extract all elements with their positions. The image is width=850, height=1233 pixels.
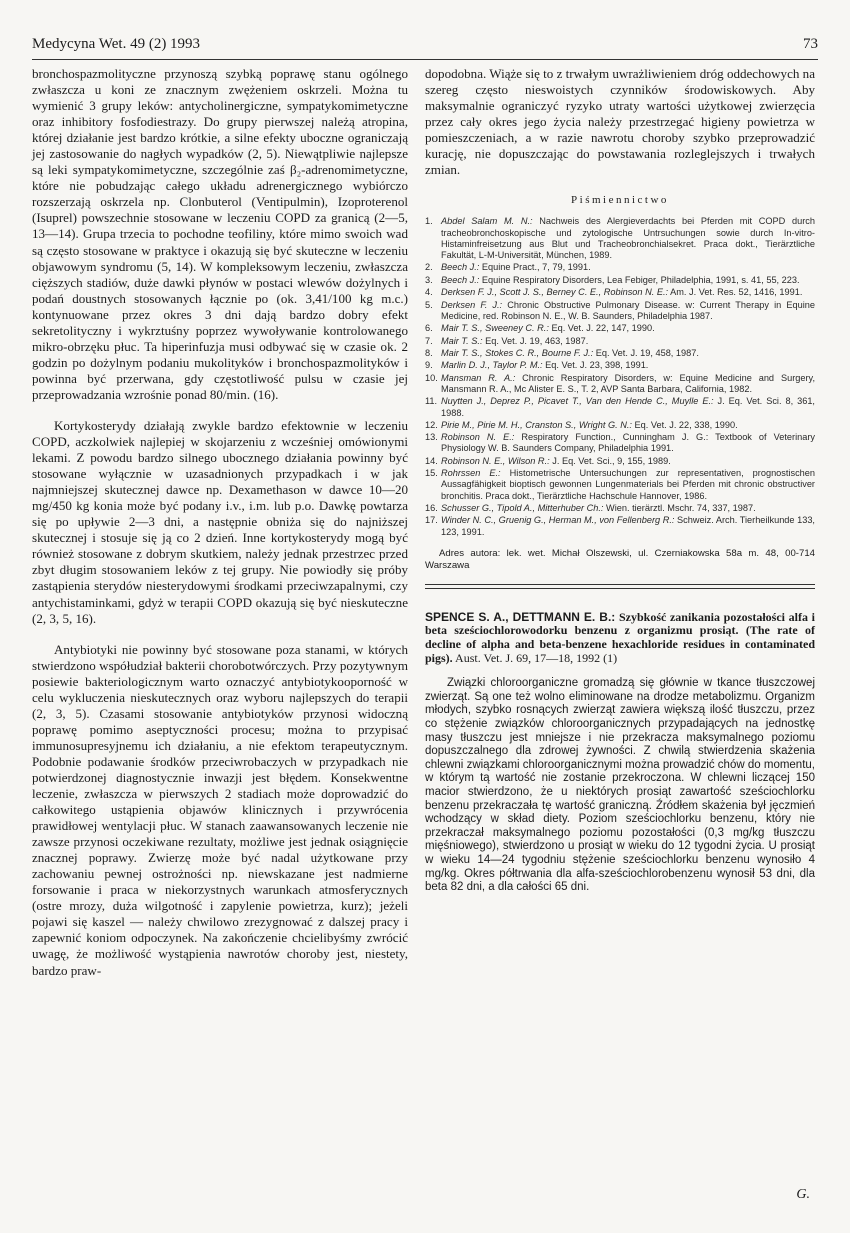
reference-text: Chronic Obstructive Pulmonary Disease. w: Current Therapy in Equine Medicine, red. Robinson N. E., W. B. Saunders, Philadelphia 1987. (441, 299, 815, 321)
reference-text: Am. J. Vet. Res. 52, 1416, 1991. (670, 287, 803, 298)
reference-text: Chronic Respiratory Disorders, w: Equine Medicine and Surgery, Mansmann R. A., Mc Alister E. S., T. 2, AVP Santa Barbara, California, 1982. (441, 372, 815, 394)
reference-number: 9. (425, 360, 433, 371)
reference-number: 14. (425, 455, 438, 466)
reference-authors: Nuytten J., Deprez P., Picavet T., Van den Hende C., Muylle E.: (441, 396, 714, 407)
reference-text: J. Eq. Vet. Sci., 9, 155, 1989. (552, 455, 671, 466)
reference-authors: Beech J.: (441, 262, 480, 273)
page-header (32, 36, 818, 58)
journal-citation: Medycyna Wet. 49 (2) 1993 (32, 36, 201, 52)
reference-text: Equine Pract., 7, 79, 1991. (481, 262, 591, 273)
reference-text: Eq. Vet. J. 19, 463, 1987. (485, 335, 589, 346)
abstract-source: Aust. Vet. J. 69, 17—18, 1992 (1) (455, 650, 618, 665)
reference-authors: Marlin D. J., Taylor P. M.: (441, 360, 543, 371)
reference-item (425, 348, 815, 359)
reference-number: 11. (425, 396, 438, 407)
reference-number: 10. (425, 372, 438, 383)
reference-text: Eq. Vet. J. 22, 147, 1990. (551, 323, 655, 334)
reference-number: 5. (425, 299, 433, 310)
reference-number: 15. (425, 468, 438, 479)
reference-item (425, 216, 815, 261)
reference-number: 7. (425, 335, 433, 346)
reference-number: 4. (425, 287, 433, 298)
reference-number: 6. (425, 323, 433, 334)
reference-number: 2. (425, 262, 433, 273)
reference-item (425, 468, 815, 502)
reviewer-signature: G. (796, 1187, 810, 1202)
abstract-paragraph: Związki chloroorganiczne gromadzą się głównie w tkance tłuszczowej zwierząt. Są one też wolno eliminowane na drodze metabolizmu. Organizm młodych, szybko rosnących zwierząt zawiera większą ilość tłuszczu, przez co stężenie związków chloroorganicznych przypadających na jednostkę masy tłuszczu jest mniejsze i nie przekracza maksymalnego poziomu dopuszczalnego dla zdrowej żywności. Z chwilą stwierdzenia skażenia chlewni związkami chloroorganicznymi można prowadzić chów do momentu, w którym tą wartość nie zostanie przekroczona. W chlewni liczącej 150 macior stwierdzono, że u niektórych prosiąt zawartość sześciochlorku benzenu przekraczała tę wartość graniczną. Źródłem skażenia był jęczmień wchodzący w skład diety. Poziom sześciochlorku benzenu, który nie przekraczał maksymalnego poziomu pozostałości (0,3 mg/kg tłuszczu mięśniowego), stwierdzono u prosiąt w wieku do 12 tygodni życia. U prosiąt w wieku 14—24 tygodniu stężenie sześciochlorku benzenu wynosiło 4 mg/kg. Okres półtrwania dla alfa-sześciochlorobenzenu wynosił 53 dni, dla beta 82 dni, a dla całości 65 dni. (425, 677, 815, 894)
reference-item (425, 300, 815, 322)
reference-authors: Mair T. S., Sweeney C. R.: (441, 323, 549, 334)
reference-text: Eq. Vet. J. 19, 458, 1987. (595, 347, 699, 358)
reference-item (425, 323, 815, 334)
reference-text: Equine Respiratory Disorders, Lea Febiger, Philadelphia, 1991, s. 41, 55, 223. (481, 274, 800, 285)
reference-text: Eq. Vet. J. 23, 398, 1991. (545, 360, 649, 371)
reference-authors: Mansman R. A.: (441, 372, 516, 383)
reference-authors: Winder N. C., Gruenig G., Herman M., von Fellenberg R.: (441, 515, 675, 526)
reference-number: 8. (425, 347, 433, 358)
abstract-title: Szybkość zanikania pozostałości alfa i beta sześciochlorowodorku benzenu z organizmu prosiąt. (The rate of decline of alpha and beta-benzene hexachloride residues in contaminated pigs). (425, 609, 816, 665)
reference-number: 17. (425, 515, 438, 526)
references-list (425, 216, 815, 537)
reference-item (425, 360, 815, 371)
reference-authors: Mair T. S.: (441, 335, 483, 346)
reference-item (425, 262, 815, 273)
paragraph-bronchodilators: bronchospazmolityczne przynoszą szybką poprawę stanu ogólnego zwłaszcza u koni ze znacznym zwężeniem oskrzeli. Można tu wymienić 3 grupy leków: antycholinergiczne, sympatykomimetyczne oraz inhibitory fosfodiestrazy. Do grupy pierwszej należą atropina, której działanie jest bardzo krótkie, a silne efekty uboczne ograniczają jej zastosowanie do nagłych wypadków (2, 5). Niewątpliwie najlepsze są leki sympatykomimetyczne, szczególnie zaś β₂-adrenomimetyczne, które nie pobudzając całego układu adrenergicznego wybiórczo rozszerzają oskrzela np. Clonbuterol (Ventipulmin), Izoproterenol (Isuprel) powszechnie stosowane w leczeniu COPD za granicą (2—5, 13—14). Grupa trzecia to pochodne teofiliny, które mimo swoich wad są często stosowane w praktyce i okazują się być skuteczne w leczeniu objawowym syndromu (5, 14). W kompleksowym leczeniu, zwłaszcza cięższych stadiów, duże dawki płynów w postaci wlewów dożylnych i podań doustnych stosowanych łącznie po (ok. 3,41/100 kg m.c.) kontynuowane przez okres 3 dni dają bardzo dobry efekt sekretolityczny i wykrztuśny poprzez wywoływanie kontrolowanego mikro-obrzęku płuc. Ta hiperinfuzja musi odbywać się w czasie ok. 2 godzin po dożylnym podaniu mukolityków i bronchospazmolityków i powinna być przerwana, gdy częstotliwość pulsu w czasie jej przeprowadzania wzrośnie ponad 80/min. (16). (32, 66, 408, 402)
reference-text: Histometrische Untersuchungen zur representativen, prognostischen Aussagfähigkeit bioptisch gewonnen Lungenmaterials bei Pferden mit chronic obstructiver bronchitis. Praca dokt., Tierärztliche Hachschule Hannover, 1986. (441, 468, 815, 501)
reference-authors: Beech J.: (441, 274, 480, 285)
page-number: 73 (803, 36, 818, 52)
reference-text: Wien. tierärztl. Mschr. 74, 337, 1987. (606, 503, 756, 514)
reference-number: 3. (425, 274, 433, 285)
paragraph-conclusion: dopodobna. Wiąże się to z trwałym uwrażliwieniem dróg oddechowych na szereg często nieswoistych czynników środowiskowych. Aby maksymalnie ograniczyć ryzyko utraty wartości użytkowej zwierzęcia przez cały okres jego życia należy przestrzegać higieny powietrza w pomieszczeniach, a w razie nawrotu choroby szybko przeprowadzić kurację, nie dopuszczając do powstawania rozleglejszych i trwałych zmian. (425, 66, 815, 178)
reference-text: Respiratory Function., Cunningham J. G.: Textbook of Veterinary Physiology W. B. Saunders Company, Philadelphia 1991. (441, 432, 815, 454)
reference-authors: Derksen F. J., Scott J. S., Berney C. E., Robinson N. E.: (441, 287, 669, 298)
reference-text: Nachweis des Alergieverdachts bei Pferden mit COPD durch tracheobronchoskopische und zytologische Untrsuchungen sowie durch In-vitro-Histaminfreisetzung aus Blut und Tracheobronchialsekret. Praca dokt., Tierärztliche Fakultät, L-M-Universität, München, 1989. (441, 216, 815, 260)
reference-authors: Pirie M., Pirie M. H., Cranston S., Wright G. N.: (441, 419, 632, 430)
reference-number: 1. (425, 216, 433, 227)
reference-number: 12. (425, 419, 438, 430)
paragraph-antibiotics: Antybiotyki nie powinny być stosowane poza stanami, w których stwierdzono współudział bakterii chorobotwórczych. Przy pozytywnym posiewie bakteriologicznym warto oznaczyć antybiotykooporność w celu wykluczenia nieskutecznych oraz wyboru najlepszych do terapii (2, 3, 5). Czasami stosowanie antybiotyków przynosi widoczną poprawę pomimo aseptyczności procesu; można to przypisać immunosupresyjnemu ich działaniu, a nie efektom terapeutycznym. Podobnie podawanie środków przeciwrobaczych w przypadkach nie potwierdzonej diagnostycznie inwazji jest błędem. Konsekwentne leczenie, zwłaszcza w pierwszych 2 stadiach może doprowadzić do całkowitego ustąpienia objawów klinicznych i przywrócenia prawidłowej wentylacji płuc. W stanach zaawansowanych leczenie nie zawsze przynosi oczekiwane rezultaty, możliwe jest jednak osiągnięcie znacznej poprawy. Zwierzę może być nadal użytkowane przy zachowaniu pewnej ostrożności np. niewskazane jest nadmierne forsowanie i praca w niekorzystnych warunkach atmosferycznych (ostre mrozy, duża wilgotność i zapylenie powietrza, kurz); jeżeli pojawi się kaszel — należy chwilowo zrezygnować z dalszej pracy i zapewnić koniom odpoczynek. Na zakończenie chcielibyśmy zwrócić uwagę, że możliwość wystąpienia nawrotów choroby jest, niestety, bardzo praw- (32, 641, 408, 978)
abstract-body (425, 677, 815, 895)
reference-item (425, 396, 815, 418)
reference-authors: Rohrssen E.: (441, 468, 501, 479)
reference-authors: Abdel Salam M. N.: (441, 216, 533, 227)
reference-item (425, 515, 815, 537)
reference-item (425, 503, 815, 514)
reference-item (425, 287, 815, 298)
left-column (32, 66, 408, 979)
reference-item (425, 275, 815, 286)
reference-number: 16. (425, 503, 438, 514)
reference-authors: Schusser G., Tipold A., Mitterhuber Ch.: (441, 503, 604, 514)
reference-authors: Robinson N. E., Wilson R.: (441, 455, 550, 466)
reference-authors: Derksen F. J.: (441, 299, 503, 310)
reference-item (425, 456, 815, 467)
right-column (425, 66, 815, 895)
header-rule (32, 59, 818, 60)
reference-text: Eq. Vet. J. 22, 338, 1990. (634, 419, 738, 430)
reference-authors: Robinson N. E.: (441, 432, 515, 443)
reference-text: J. Eq. Vet. Sci. 8, 361, 1988. (441, 396, 815, 418)
paragraph-corticosteroids: Kortykosterydy działają zwykle bardzo efektownie w leczeniu COPD, aczkolwiek najlepiej w skojarzeniu z wcześniej omówionymi lekami. Z powodu bardzo silnego ubocznego działania powinny być stosowane wyłącznie w uzasadnionych przypadkach i w jak najmniejszej skutecznej dawce np. Dexamethason w dawce 10—20 mg/450 kg konia może być podany i.v., i.m. lub p.o. Dawkę powtarza się po upływie 2—3 dni, a następnie obniża się do najniższej skutecznej i stosuje się ją co 2 dzień. Inne kortykosterydy mogą być również stosowane z dobrym skutkiem, należy jednak przestrzec przed zbyt długim stosowaniem leków z tej grupy. Nie powiodły się próby zastąpienia sterydów niesterydowymi środkami przeciwzapalnymi, czy antychistaminkami, gdyż w terapii COPD okazują się być nieskuteczne (2, 3, 5, 16). (32, 417, 408, 626)
reference-item (425, 373, 815, 395)
reference-item (425, 432, 815, 454)
references-heading: Piśmiennictwo (571, 194, 669, 207)
reference-item (425, 336, 815, 347)
abstract-heading (425, 611, 815, 665)
reference-text: Schweiz. Arch. Tierheilkunde 133, 123, 1991. (441, 515, 815, 537)
author-address: Adres autora: lek. wet. Michał Olszewski, ul. Czerniakowska 58a m. 48, 00-714 Warszawa (425, 547, 815, 571)
abstract-authors: SPENCE S. A., DETTMANN E. B.: (425, 609, 616, 624)
reference-item (425, 420, 815, 431)
reference-authors: Mair T. S., Stokes C. R., Bourne F. J.: (441, 347, 594, 358)
reference-number: 13. (425, 432, 438, 443)
section-divider (425, 584, 815, 589)
